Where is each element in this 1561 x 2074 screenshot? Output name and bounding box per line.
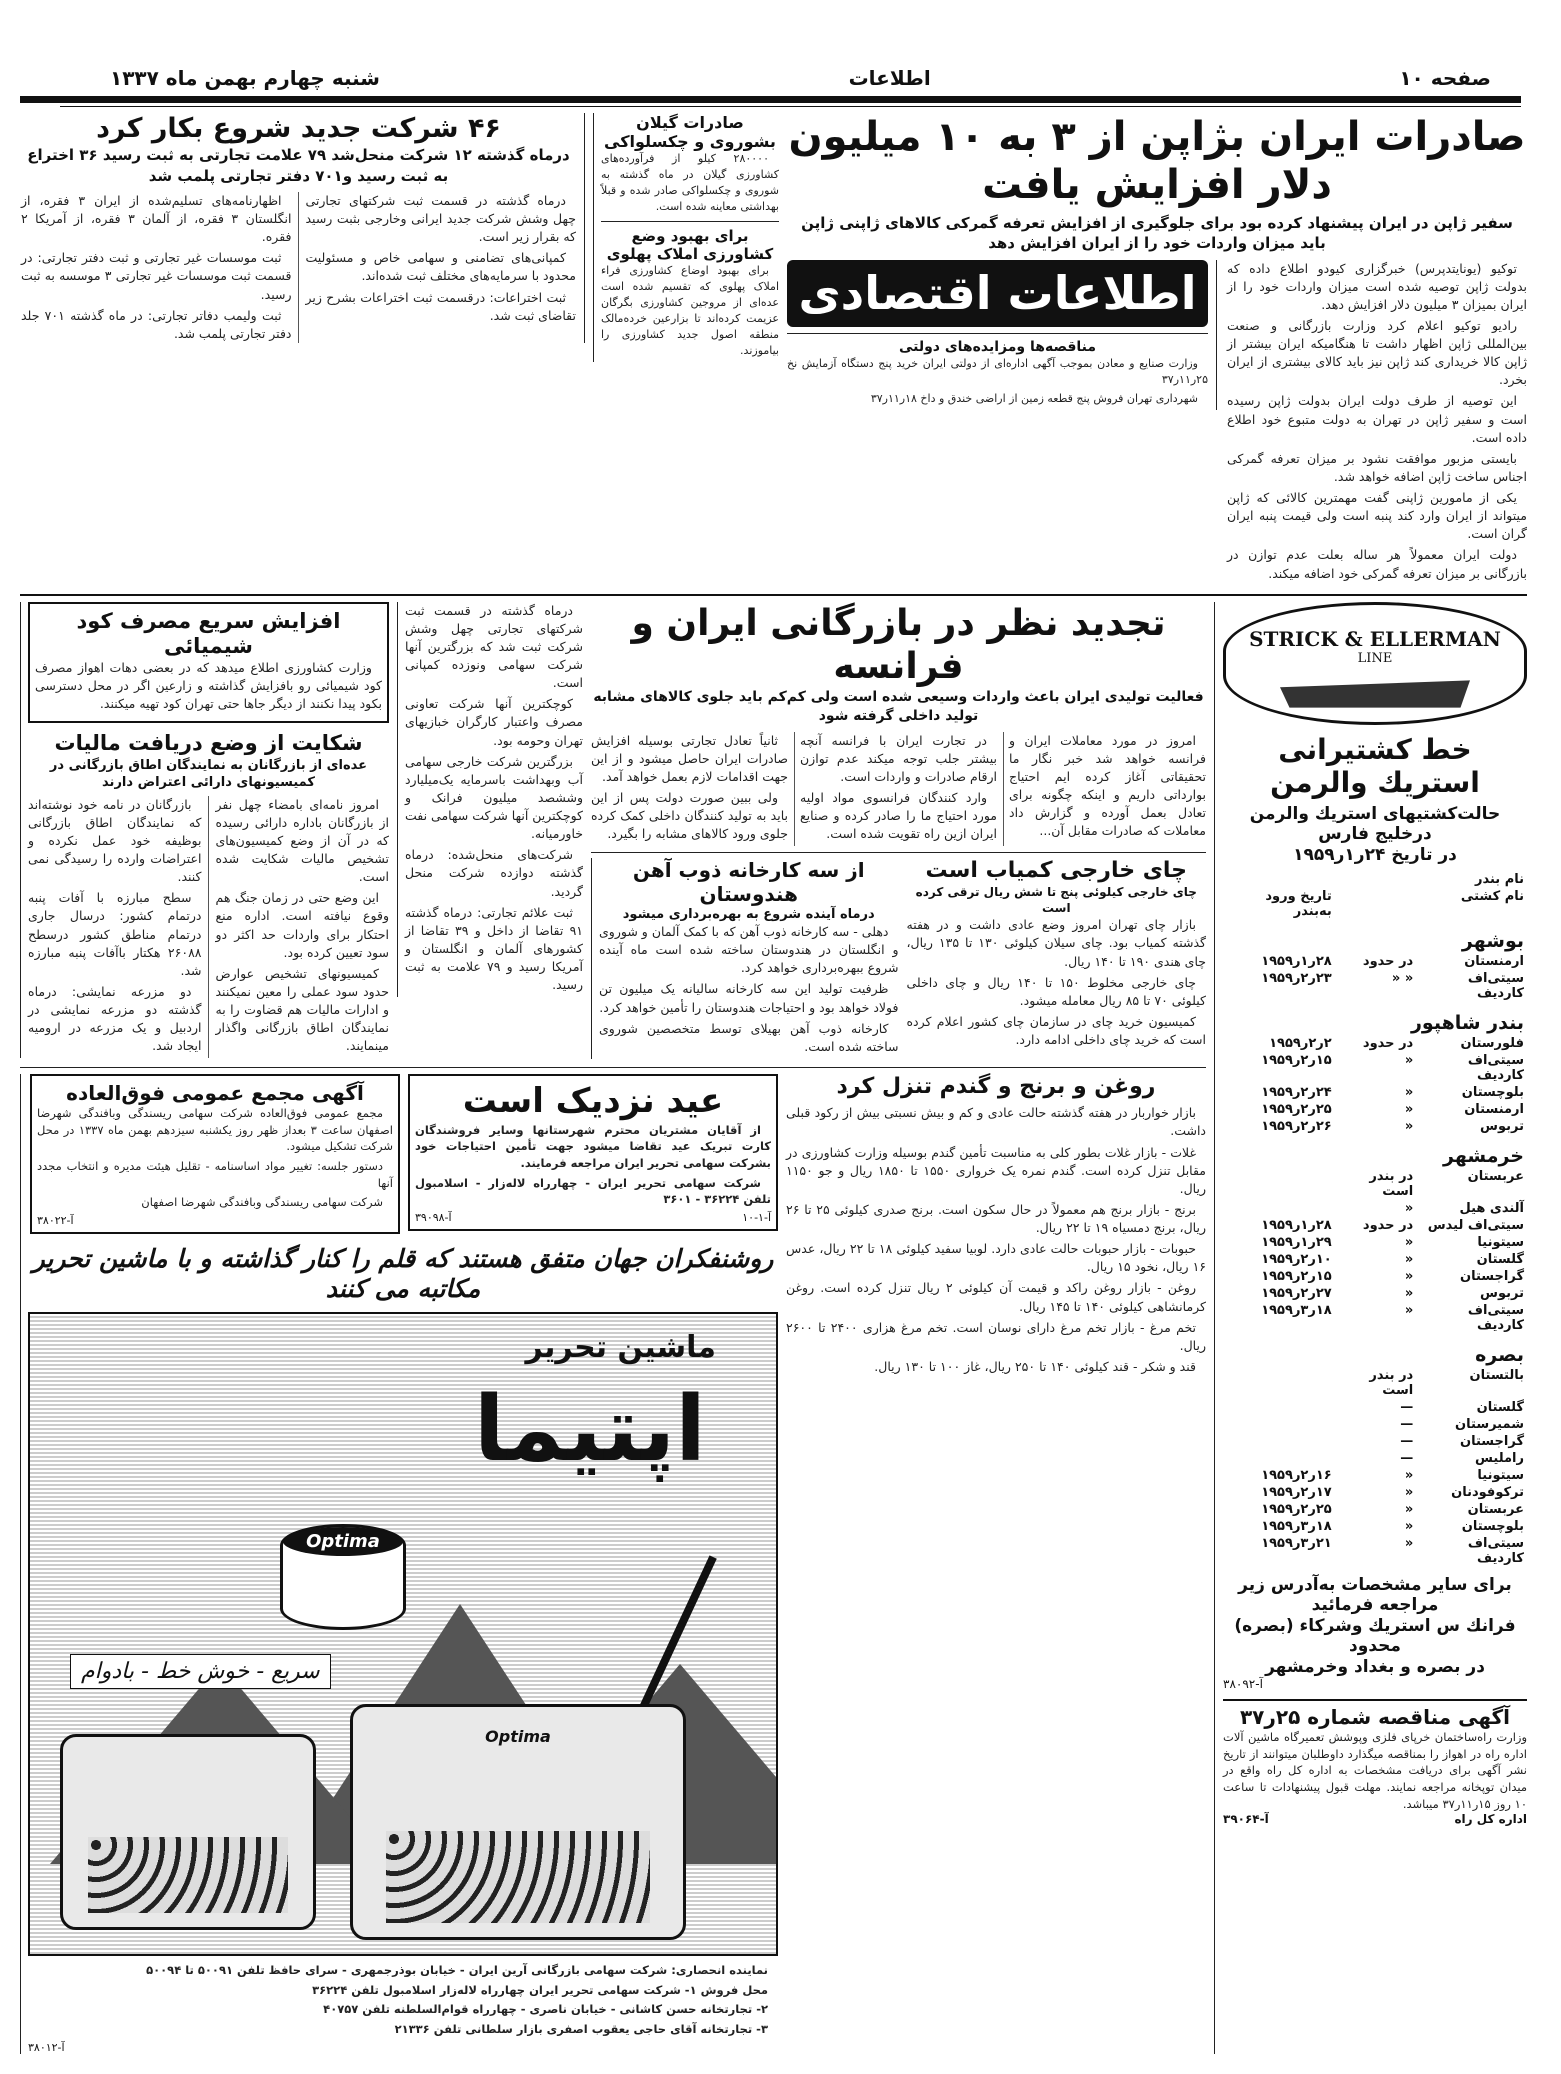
schedule-row bbox=[1223, 1433, 1527, 1450]
fertilizer-article bbox=[28, 602, 389, 724]
eid-code-2: آ-۳۹۰۹۸ bbox=[415, 1211, 452, 1225]
companies-continued bbox=[397, 602, 583, 998]
schedule-port-row bbox=[1223, 1334, 1527, 1367]
paragraph: ۳- تجارتخانه آقای حاجی یعقوب اصفری بازار سلطانی تلفن ۲۱۳۳۶ bbox=[394, 2022, 768, 2036]
schedule-row bbox=[1223, 1200, 1527, 1217]
arrival-date: ۱۷ر۲ر۱۹۵۹ bbox=[1261, 1484, 1332, 1500]
strick-sub1: حالت‌کشتیهای استریك والرمن درخلیج فارس bbox=[1249, 803, 1501, 845]
paragraph: وزارت صنایع و معادن بموجب آگهی اداره‌ای از دولتی ایران خرید پنج دستگاه آزمایش نخ ۲۵ر۱۱ر۳۷ bbox=[787, 357, 1208, 387]
arrival-date bbox=[1223, 1200, 1335, 1217]
iran-france-article bbox=[591, 602, 1206, 846]
schedule-port-row bbox=[1223, 1135, 1527, 1168]
arrival-note: در حدود bbox=[1362, 1035, 1414, 1051]
paragraph: محل فروش ۱- شرکت سهامی تحریر ایران چهارراه لاله‌زار اسلامبول تلفن ۳۶۲۲۴ bbox=[312, 1982, 768, 1997]
left-column bbox=[20, 602, 389, 1059]
arrival-date bbox=[1223, 1416, 1335, 1433]
ship-name: تربوس bbox=[1480, 1285, 1524, 1301]
paragraph: روغن - بازار روغن راکد و قیمت آن کیلوئی ۲ ریال تنزل کرده است. روغن کرمانشاهی کیلوئی ۱۴۰ تا ۱۴۵ ریال. bbox=[786, 1280, 1206, 1314]
india-article bbox=[591, 858, 899, 1059]
arrival-note: در بندر است bbox=[1369, 1367, 1414, 1398]
pahlavi-body bbox=[601, 263, 779, 359]
arrival-note: « bbox=[1404, 1302, 1414, 1318]
paragraph: این توصیه از طرف دولت ایران بدولت ژاپن رسیده است و سفیر ژاپن در تهران به دولت متبوع خود اطلاع داده است. bbox=[1227, 393, 1527, 445]
ship-name: فلورستان bbox=[1460, 1035, 1524, 1051]
paragraph: امروز در مورد معاملات ایران و فرانسه خواهد شد خبر نگار ما تحقیقاتی آغاز کرده ایم احتیاج بوارداتی داریم و اینکه چگونه برای تعادل بعمل آورده و گزارش داد معاملات که صادرات مقابل آن... bbox=[1009, 732, 1206, 839]
optima-illustration bbox=[28, 1312, 778, 1956]
paragraph: کارخانه ذوب آهن بهیلای توسط متخصصین شوروی ساخته شده است. bbox=[599, 1020, 899, 1054]
strick-ellerman-ad bbox=[1223, 602, 1527, 1691]
strick-title: خط کشتیرانی استریك والرمن bbox=[1270, 732, 1480, 800]
optima-slogan: روشنفکران جهان متفق هستند که قلم را کنار گذاشته و با ماشین تحریر مکاتبه می کنند bbox=[32, 1243, 774, 1303]
arrival-date: ۲۵ر۲ر۱۹۵۹ bbox=[1261, 1501, 1332, 1517]
companies-headline: ۴۶ شرکت جدید شروع بکار کرد bbox=[96, 113, 501, 144]
lead-side bbox=[787, 260, 1217, 410]
ship-name: سیتونیا bbox=[1477, 1234, 1524, 1250]
arrival-note: « bbox=[1404, 1535, 1414, 1551]
paragraph: دولت ایران معمولاً هر ساله بعلت عدم توازن در بازرگانی بر میزان تعرفه گمرکی خود اضافه میکند. bbox=[1227, 547, 1527, 581]
arrival-note: « bbox=[1404, 1484, 1414, 1500]
arrival-note: « « bbox=[1391, 970, 1414, 986]
paragraph: سطح مبارزه با آفات پنبه درتمام کشور: درسال جاری درتمام مناطق کشور درسطح ۲۶۰۸۸ هکتار باآفات پنبه مبارزه شد. bbox=[28, 890, 202, 978]
ship-name: بالتستان bbox=[1469, 1367, 1524, 1383]
bottom-row bbox=[20, 1074, 1206, 2054]
arrival-date bbox=[1223, 1450, 1335, 1467]
col-port: نام بندر bbox=[1475, 871, 1524, 887]
arrival-date: ۱۰ر۲ر۱۹۵۹ bbox=[1261, 1251, 1332, 1267]
arrival-date: ۲۴ر۲ر۱۹۵۹ bbox=[1261, 1084, 1332, 1100]
schedule-row bbox=[1223, 1101, 1527, 1118]
ship-name: تربوس bbox=[1480, 1118, 1524, 1134]
pahlavi-headline: برای بهبود وضع کشاورزی املاک پهلوی bbox=[601, 221, 779, 263]
arrival-date bbox=[1223, 1168, 1335, 1200]
schedule-row bbox=[1223, 1035, 1527, 1052]
tender-sign: اداره کل راه bbox=[1454, 1812, 1527, 1827]
schedule-row bbox=[1223, 1535, 1527, 1567]
ship-name: گراجستان bbox=[1460, 1433, 1524, 1449]
paragraph: وزارت کشاورزی اطلاع میدهد که در بعضی دهات اهواز مصرف کود شیمیائی رو بافزایش گذاشته و زارعین اگر در محل دسترسی بکود پیدا نکنند از دیگر جاها حتی تهران کود تهیه میکنند. bbox=[35, 660, 382, 712]
iran-france-headline: تجدید نظر در بازرگانی ایران و فرانسه bbox=[631, 602, 1166, 687]
paragraph: برای بهبود اوضاع کشاورزی فراء املاک پهلوی که تقسیم شده است عده‌ای از مروجین کشاورزی بگرگان عزیمت کرده‌اند تا بزارعین خرده‌مالک منطقه اصول جدید کشاورزی را بیاموزند. bbox=[601, 264, 779, 357]
paragraph: کمپانی‌های تضامنی و سهامی خاص و مسئولیت محدود با سرمایه‌های مختلف ثبت شده‌اند. bbox=[305, 250, 576, 284]
paragraph: ۲۸۰۰۰۰ کیلو از فرآورده‌های کشاورزی گیلان در ماه گذشته به شوروی و چکسلواکی صادر شده و قبلاً بهداشتی معاینه شده است. bbox=[601, 152, 779, 214]
arrival-date: ۲۶ر۲ر۱۹۵۹ bbox=[1261, 1118, 1332, 1134]
schedule-row bbox=[1223, 1467, 1527, 1484]
arrival-date: ۲۳ر۲ر۱۹۵۹ bbox=[1261, 970, 1332, 986]
typewriter-label: Optima bbox=[485, 1726, 551, 1746]
ship-name: سیتی‌اف لیدس bbox=[1427, 1217, 1524, 1233]
optima-ad bbox=[28, 1244, 778, 2054]
iran-france-body bbox=[591, 732, 1206, 846]
arrival-date bbox=[1223, 1399, 1335, 1416]
arrival-note: « bbox=[1404, 1118, 1414, 1134]
paragraph: ظرفیت تولید این سه کارخانه سالیانه یک میلیون تن فولاد خواهد بود و احتیاجات هندوستان را تأمین خواهد کرد. bbox=[599, 981, 899, 1015]
gilan-body bbox=[601, 151, 779, 215]
grain-body bbox=[786, 1104, 1206, 1376]
tenders-box bbox=[787, 333, 1208, 407]
masthead bbox=[0, 0, 1561, 90]
schedule-row bbox=[1223, 1501, 1527, 1518]
strick-address3: در بصره و بغداد وخرمشهر bbox=[1265, 1656, 1485, 1677]
paragraph: بازار چای تهران امروز وضع عادی داشت و در هفته گذشته کمیاب بود. چای سیلان کیلوئی ۱۳۰ تا ۱۳۵ ریال، چای هندی ۱۹۰ تا ۱۴۰ ریال. bbox=[906, 917, 1207, 969]
arrival-note: — bbox=[1400, 1416, 1414, 1432]
gilan-article bbox=[593, 113, 779, 362]
optima-footer bbox=[28, 1962, 778, 2038]
paragraph: کمیسیون خرید چای در سازمان چای کشور اعلام کرده است که خرید چای داخلی ادامه دارد. bbox=[906, 1013, 1206, 1048]
arrival-date: ۲۹ر۱ر۱۹۵۹ bbox=[1261, 1234, 1332, 1250]
schedule-row bbox=[1223, 1217, 1527, 1234]
center-column bbox=[591, 602, 1206, 1059]
tenders-headline: مناقصه‌ها ومزایده‌های دولتی bbox=[898, 339, 1097, 356]
arrival-note: « bbox=[1404, 1251, 1414, 1267]
schedule-row bbox=[1223, 1251, 1527, 1268]
arrival-note: در حدود bbox=[1362, 953, 1414, 969]
schedule-row bbox=[1223, 1118, 1527, 1135]
tax-article bbox=[28, 731, 389, 1058]
paragraph: حبوبات - بازار حبوبات حالت عادی دارد. لوبیا سفید کیلوئی ۱۸ تا ۲۲ ریال، عدس ۱۶ ریال، نخود ۱۵ ریال. bbox=[786, 1241, 1206, 1275]
paragraph: ثبت ولیمب دفاتر تجارتی: در ماه گذشته ۷۰۱ جلد دفتر تجارتی پلمب شد. bbox=[21, 307, 292, 341]
eid-headline: عید نزدیک است bbox=[462, 1080, 724, 1121]
arrival-date: ۲۷ر۲ر۱۹۵۹ bbox=[1261, 1285, 1332, 1301]
schedule-row bbox=[1223, 1268, 1527, 1285]
right-column bbox=[1223, 602, 1527, 1827]
schedule-row bbox=[1223, 1052, 1527, 1084]
paragraph: قند و شکر - قند کیلوئی ۱۴۰ تا ۲۵۰ ریال، غاز ۱۰۰ تا ۱۳۰ ریال. bbox=[874, 1358, 1196, 1374]
arrival-date bbox=[1223, 1433, 1335, 1450]
tender-notice bbox=[1223, 1699, 1527, 1826]
paragraph: توکیو (یونایتدپرس) خبرگزاری کیودو اطلاع داده که بدولت ژاپن توصیه شده است میزان واردات خود را از ایران بمیزان ۳ میلیون دلار افزایش دهد. bbox=[1227, 260, 1527, 312]
paragraph: رادیو توکیو اعلام کرد وزارت بازرگانی و صنعت بین‌المللی ژاپن اظهار داشت تا هنگامیکه ایران بیشتر از ژاپن کالا خریداری کند ژاپن نیز باید کالای بیشتری از ایران بخرد. bbox=[1227, 317, 1527, 388]
paragraph: بازار خواربار در هفته گذشته حالت عادی و کم و بیش نسبتی بیش از رکود قبلی داشت. bbox=[786, 1105, 1206, 1139]
arrival-note: « bbox=[1404, 1234, 1414, 1250]
tea-article bbox=[907, 858, 1207, 1053]
section-rule bbox=[20, 1067, 1206, 1068]
optima-tagline: سریع - خوش خط - بادوام bbox=[70, 1654, 331, 1689]
masthead-rule bbox=[20, 96, 1521, 103]
arrival-date: ۱۶ر۲ر۱۹۵۹ bbox=[1261, 1467, 1332, 1483]
ship-name: ارمنستان bbox=[1464, 1101, 1524, 1117]
tenders-body bbox=[787, 356, 1208, 407]
paragraph: بزرگترین شرکت خارجی سهامی آب وبهداشت باسرمایه یک‌میلیارد وششصد میلیون فرانک و کوچکترین آنها شرکت سهامی نفت خاورمیانه. bbox=[404, 753, 583, 842]
paragraph: امروز نامه‌ای بامضاء چهل نفر از بازرگانان باداره دارائی رسیده که در آن از وضع کمیسیون‌های تشخیص مالیات شکایت شده است. bbox=[215, 796, 389, 885]
paragraph: ثبت اختراعات: درقسمت ثبت اختراعات بشرح زیر تقاضای ثبت شد. bbox=[305, 289, 576, 323]
schedule-row bbox=[1223, 1518, 1527, 1535]
paragraph: وارد کنندگان فرانسوی مواد اولیه مورد احتیاج ما را صادر کرده و صنایع ایران ازین راه تقویت شده است. bbox=[800, 790, 997, 842]
assembly-headline: آگهی مجمع عمومی فوق‌العاده bbox=[66, 1080, 364, 1105]
paragraph: دستور جلسه: تغییر مواد اساسنامه - تقلیل هیئت مدیره و انتخاب مجدد آنها bbox=[37, 1158, 393, 1190]
ship-name: ارمنستان bbox=[1464, 953, 1524, 969]
paragraph: برنج - بازار برنج هم معمولاً در حال سکون است. برنج صدری کیلوئی ۲۵ تا ۲۶ ریال، برنج دمسیاه ۱۹ تا ۲۲ ریال. bbox=[786, 1201, 1206, 1236]
main-row bbox=[0, 602, 1561, 2074]
arrival-date: ۲۱ر۳ر۱۹۵۹ bbox=[1261, 1535, 1332, 1551]
ship-name: راملیس bbox=[1475, 1450, 1524, 1466]
arrival-date: ۲ر۲ر۱۹۵۹ bbox=[1269, 1035, 1332, 1051]
strick-code: آ-۳۸۰۹۲ bbox=[1223, 1676, 1263, 1691]
arrival-note: « bbox=[1404, 1084, 1414, 1100]
paragraph: شرکت سهامی تحریر ایران - چهارراه لاله‌زار - اسلامبول تلفن ۳۶۲۲۴ - ۳۶۰۱ bbox=[415, 1175, 771, 1207]
lead-body bbox=[1227, 260, 1527, 586]
fertilizer-headline: افزایش سریع مصرف کود شیمیائی bbox=[76, 608, 341, 658]
paragraph: بازرگانان در نامه خود نوشته‌اند که نمایندگان اطاق بازرگانی بوظیفه خود عمل نکرده و اعتراضات وارده را رسیدگی نمی کنند. bbox=[28, 796, 202, 885]
issue-date: شنبه چهارم بهمن ماه ۱۳۳۷ bbox=[110, 66, 380, 90]
paragraph: غلات - بازار غلات بطور کلی به مناسبت تأمین گندم بوسیله وزارت کشاورزی در مقابل تنزل کرده است. گندم نمره یک خرواری ۱۵۵۰ تا ۱۸۵۰ ریال و جو ۱۱۵۰ ریال. bbox=[786, 1144, 1207, 1196]
paragraph: شرکت‌های منحل‌شده: درماه گذشته دوازده شرکت منحل گردید. bbox=[404, 847, 583, 899]
schedule-row bbox=[1223, 1234, 1527, 1251]
eid-body bbox=[415, 1122, 771, 1208]
arrival-note: — bbox=[1400, 1399, 1414, 1415]
companies-subheadline: درماه گذشته ۱۲ شرکت منحل‌شد ۷۹ علامت تجارتی به ثبت رسید ۳۶ اختراع به ثبت رسید و۷۰۱ دفتر تجارتی پلمب شد bbox=[27, 146, 570, 185]
schedule-row bbox=[1223, 953, 1527, 970]
paragraph: ثبت علائم تجارتی: درماه گذشته ۹۱ تقاضا از داخل و ۳۹ تقاضا از کشورهای آلمان و انگلستان و آمریکا رسید و ۷۹ علامت به ثبت رسید. bbox=[404, 904, 583, 993]
arrival-note: « bbox=[1404, 1052, 1414, 1068]
tea-headline: چای خارجی کمیاب است bbox=[925, 857, 1187, 883]
paragraph: ۲- تجارتخانه حسن کاشانی - خیابان ناصری - چهارراه قوام‌السلطنه تلفن ۴۰۷۵۷ bbox=[323, 2002, 768, 2017]
lead-headline: صادرات ایران بژاپن از ۳ به ۱۰ میلیون دلار افزایش یافت bbox=[788, 114, 1526, 208]
paragraph: تخم مرغ - بازار تخم مرغ دارای نوسان است. تخم مرغ هزاری ۲۴۰۰ تا ۲۶۰۰ ریال. bbox=[786, 1319, 1206, 1353]
schedule-row bbox=[1223, 1084, 1527, 1101]
section-rule bbox=[20, 594, 1527, 596]
port-name: بصره bbox=[1475, 1343, 1524, 1366]
eid-code: آ-۱-۱۰ bbox=[742, 1211, 771, 1225]
schedule-row bbox=[1223, 1367, 1527, 1399]
arrival-note: — bbox=[1400, 1450, 1414, 1466]
optima-drum bbox=[280, 1524, 406, 1630]
paragraph: یکی از مامورین ژاپنی گفت مهمترین کالائی که ژاپن میتواند از ایران وارد کند پنبه است ولی قیمت پنبه ایران گران است. bbox=[1227, 490, 1527, 542]
grain-article bbox=[786, 1074, 1206, 1379]
masthead-thin-rule bbox=[60, 106, 1521, 107]
tax-subheadline: عده‌ای از بازرگانان به نمایندگان اطاق بازرگانی در کمیسیونهای دارائی اعتراض دارند bbox=[49, 757, 368, 791]
india-headline: از سه کارخانه ذوب آهن هندوستان bbox=[632, 857, 865, 906]
eid-ad bbox=[408, 1074, 778, 1231]
arrival-date bbox=[1223, 1367, 1335, 1399]
schedule-row bbox=[1223, 1302, 1527, 1334]
paragraph: از آقایان مشتریان محترم شهرستانها وسایر فروشندگان کارت تبریک عید تقاضا میشود جهت تأمین احتیاجات خود بشرکت سهامی تحریر ایران مراجعه فرمایند. bbox=[415, 1122, 771, 1171]
tea-body bbox=[907, 916, 1207, 1049]
tender-headline: آگهی مناقصه شماره ۲۵ر۳۷ bbox=[1239, 1704, 1511, 1729]
companies-continued-body bbox=[405, 602, 583, 995]
ship-name: آلندی هیل bbox=[1459, 1200, 1524, 1216]
col-date: تاریخ ورود به‌بندر bbox=[1265, 888, 1332, 919]
optima-brand-fa: اپتیما bbox=[473, 1376, 706, 1482]
arrival-date: ۱۵ر۲ر۱۹۵۹ bbox=[1261, 1268, 1332, 1284]
tax-headline: شکایت از وضع دریافت مالیات bbox=[54, 731, 363, 756]
lead-article bbox=[787, 113, 1527, 586]
paragraph: ثانیاً تعادل تجارتی بوسیله افزایش صادرات ایران حاصل میشود و از این جهت اقدامات لازم بعمل خواهد آمد. bbox=[591, 732, 788, 785]
schedule-row bbox=[1223, 1168, 1527, 1200]
tea-india-row bbox=[591, 852, 1206, 1059]
arrival-note: — bbox=[1400, 1433, 1414, 1449]
top-row bbox=[0, 113, 1561, 586]
india-body bbox=[599, 923, 899, 1056]
arrival-note: « bbox=[1404, 1518, 1414, 1534]
arrival-date: ۱۸ر۳ر۱۹۵۹ bbox=[1261, 1302, 1332, 1318]
typewriter-large-icon bbox=[350, 1704, 686, 1940]
companies-article bbox=[21, 113, 585, 343]
ship-name: سیتی‌اف کاردیف bbox=[1467, 1302, 1524, 1333]
arrival-note: « bbox=[1404, 1285, 1414, 1301]
paragraph: ثبت موسسات غیر تجارتی و ثبت دفتر تجارتی: در قسمت ثبت موسسات غیر تجارتی ۳ موسسه به ثبت رسید. bbox=[21, 250, 292, 302]
ship-name: گلستان bbox=[1476, 1399, 1524, 1415]
ship-name: شمیرستان bbox=[1455, 1416, 1524, 1432]
ship-name: سیتونیا bbox=[1477, 1467, 1524, 1483]
ship-name: سیتی‌اف کاردیف bbox=[1467, 1535, 1524, 1566]
strick-logo-line2: LINE bbox=[1357, 650, 1393, 666]
india-subheadline: درماه آینده شروع به بهره‌برداری میشود bbox=[622, 906, 875, 922]
paragraph: شرکت سهامی ریسندگی وبافندگی شهرضا اصفهان bbox=[141, 1195, 383, 1210]
paragraph: نماینده انحصاری: شرکت سهامی بازرگانی آرین ایران - خیابان بوذرجمهری - سرای حافظ تلفن ۵۰۰۹۱ تا ۵۰۰۹۴ bbox=[146, 1962, 768, 1977]
middle-row bbox=[20, 602, 1206, 1059]
port-name: خرمشهر bbox=[1443, 1144, 1524, 1167]
optima-brand-en: Optima bbox=[283, 1527, 403, 1556]
paragraph: دو مزرعه نمایشی: درماه گذشته دو مزرعه نمایشی در اردبیل و یک مزرعه در ارومیه ایجاد شد. bbox=[28, 983, 202, 1054]
arrival-date: ۲۸ر۱ر۱۹۵۹ bbox=[1261, 1217, 1332, 1233]
fertilizer-body bbox=[35, 659, 382, 713]
optima-code: آ-۳۸۰۱۲ bbox=[28, 2040, 65, 2054]
arrival-date: ۲۵ر۲ر۱۹۵۹ bbox=[1261, 1101, 1332, 1117]
strick-address2: فرانك س استریك وشرکاء (بصره) محدود bbox=[1234, 1615, 1516, 1657]
paragraph: شهرداری تهران فروش پنج قطعه زمین از اراضی خندق و داخ ۱۸ر۱۱ر۳۷ bbox=[870, 391, 1198, 405]
paragraph: در تجارت ایران با فرانسه آنچه بیشتر جلب توجه میکند عدم توازن ارقام صادرات و واردات است. bbox=[800, 732, 997, 785]
companies-body bbox=[21, 192, 576, 343]
paragraph: بایستی مزبور موافقت نشود بر میزان تعرفه گمرکی اجناس ساخت ژاپن اضافه خواهد شد. bbox=[1227, 450, 1527, 484]
left-group bbox=[20, 602, 1215, 2054]
ship-name: عربستان bbox=[1467, 1168, 1524, 1184]
strick-logo-line1: STRICK & ELLERMAN bbox=[1249, 626, 1501, 651]
ship-schedule-table bbox=[1223, 871, 1527, 1567]
ettelaat-eghtesadi-logo: اطلاعات اقتصادی bbox=[787, 260, 1208, 328]
ship-icon bbox=[1280, 674, 1470, 708]
schedule-port-row bbox=[1223, 1002, 1527, 1035]
schedule-row bbox=[1223, 1399, 1527, 1416]
schedule-row bbox=[1223, 1285, 1527, 1302]
typewriter-small-icon bbox=[60, 1734, 316, 1930]
assembly-body bbox=[37, 1105, 393, 1211]
ship-name: گراجستان bbox=[1460, 1268, 1524, 1284]
port-name: بوشهر bbox=[1461, 929, 1524, 952]
paragraph: مجمع عمومی فوق‌العاده شرکت سهامی ریسندگی وبافندگی شهرضا اصفهان ساعت ۳ بعداز ظهر روز یکشنبه سیزدهم بهمن ماه ۱۳۳۷ در محل شرکت تشکیل میشود. bbox=[37, 1105, 393, 1154]
strick-address1: برای سایر مشخصات به‌آدرس زیر مراجعه فرمائید bbox=[1238, 1574, 1512, 1616]
paragraph: دهلی - سه کارخانه ذوب آهن که با کمک آلمان و شوروی و انگلستان در هندوستان ساخته شده است ماه آینده شروع ببهره‌برداری خواهد کرد. bbox=[599, 924, 899, 976]
ship-name: گلستان bbox=[1476, 1251, 1524, 1267]
arrival-note: در بندر است bbox=[1369, 1168, 1414, 1199]
arrival-note: « bbox=[1404, 1467, 1414, 1483]
assembly-code: آ-۳۸۰۲۲ bbox=[37, 1213, 74, 1227]
notices-row bbox=[28, 1074, 778, 1234]
iran-france-subheadline: فعالیت تولیدی ایران باعث واردات وسیعی شده است ولی کم‌کم باید جلوی کالاهای مشابه تولید داخلی گرفته شود bbox=[593, 689, 1204, 724]
paragraph: درماه گذشته در قسمت ثبت شرکتهای تجارتی چهل وشش شرکت ثبت شد که بزرگترین آنها شرکت سهامی ونوزده کمپانی است. bbox=[404, 602, 583, 691]
arrival-note: « bbox=[1404, 1268, 1414, 1284]
paragraph: ولی ببین صورت دولت پس از این باید به تولید کنندگان داخلی کمک کرده جلوی ورود کالاهای مشابه را بگیرد. bbox=[591, 790, 788, 842]
arrival-date: ۱۸ر۳ر۱۹۵۹ bbox=[1261, 1518, 1332, 1534]
ads-column bbox=[20, 1074, 778, 2054]
arrival-note: « bbox=[1404, 1200, 1414, 1216]
ship-name: سیتی‌اف کاردیف bbox=[1467, 970, 1524, 1001]
gilan-headline: صادرات گیلان بشوروی و چکسلواکی bbox=[604, 113, 776, 152]
strick-logo bbox=[1223, 602, 1527, 725]
ship-name: عربستان bbox=[1467, 1501, 1524, 1517]
paragraph: کمیسیونهای تشخیص عوارض حدود سود عملی را معین نمیکنند و ادارات مالیات هم قضاوت را به نمایندگان اطاق بازرگانی واگذار مینمایند. bbox=[215, 965, 389, 1054]
tender-code: آ-۳۹۰۶۴ bbox=[1223, 1812, 1269, 1827]
paragraph: اظهارنامه‌های تسلیم‌شده از ایران ۳ فقره، از انگلستان ۳ فقره، از آلمان ۳ فقره، از آمریکا ۲ فقره. bbox=[21, 192, 292, 245]
ship-name: بلوچستان bbox=[1461, 1518, 1524, 1534]
ship-name: سیتی‌اف کاردیف bbox=[1467, 1052, 1524, 1083]
tender-body: وزارت راه‌ساختمان خرپای فلزی وپوشش تعمیرگاه ماشین آلات اداره راه در اهواز را بمناقصه میگذارد داوطلبان میتوانند از تاریخ نشر آگهی برای دریافت مشخصات به اداره کل راه واقع در میدان توپخانه مراجعه نمایند. مهلت قبول پیشنهادات تا ساعت ۱۰ روز ۱۵ر۱۱ر۳۷ میباشد. bbox=[1223, 1729, 1527, 1811]
strick-sub2: در تاریخ ۲۴ر۱ر۱۹۵۹ bbox=[1293, 844, 1457, 865]
page-number: صفحه ۱۰ bbox=[1399, 66, 1491, 90]
ship-name: بلوچستان bbox=[1461, 1084, 1524, 1100]
port-name: بندر شاهپور bbox=[1410, 1011, 1524, 1034]
assembly-notice bbox=[30, 1074, 400, 1234]
paper-name: اطلاعات bbox=[848, 66, 931, 90]
ship-name: ترکوفودنان bbox=[1451, 1484, 1524, 1500]
arrival-date: ۲۸ر۱ر۱۹۵۹ bbox=[1261, 953, 1332, 969]
arrival-note: « bbox=[1404, 1501, 1414, 1517]
paragraph: درماه گذشته در قسمت ثبت شرکتهای تجارتی چهل وشش شرکت جدید ایرانی وخارجی بثبت رسید که بقرار زیر است. bbox=[305, 192, 576, 245]
paragraph: این وضع حتی در زمان جنگ هم وقوع نیافته است. اداره منع احتکار برای واردات حد اکثر دو سود تعیین کرده بود. bbox=[215, 890, 389, 960]
paragraph: چای خارجی مخلوط ۱۵۰ تا ۱۴۰ ریال و چای داخلی کیلوئی ۷۰ تا ۸۵ ریال معامله میشود. bbox=[906, 974, 1206, 1008]
schedule-port-row bbox=[1223, 920, 1527, 953]
tea-subheadline: چای خارجی کیلوئی پنج تا شش ریال ترقی کرده است bbox=[915, 884, 1197, 916]
arrival-note: در حدود bbox=[1362, 1217, 1414, 1233]
schedule-row bbox=[1223, 1416, 1527, 1433]
lead-subheadline: سفیر ژاپن در ایران پیشنهاد کرده بود برای جلوگیری از افزایش تعرفه گمرکی کالاهای ژاپنی ژاپن باید میزان واردات خود را از ایران افزایش دهد bbox=[801, 214, 1513, 253]
arrival-note: « bbox=[1404, 1101, 1414, 1117]
paragraph: کوچکترین آنها شرکت تعاونی مصرف واعتبار کارگران خبازیهای تهران وحومه بود. bbox=[404, 696, 583, 748]
col-ship: نام کشتی bbox=[1460, 888, 1524, 904]
arrival-date: ۱۵ر۲ر۱۹۵۹ bbox=[1261, 1052, 1332, 1068]
schedule-row bbox=[1223, 1450, 1527, 1467]
tax-body bbox=[28, 796, 389, 1059]
schedule-row bbox=[1223, 1484, 1527, 1501]
schedule-row bbox=[1223, 970, 1527, 1002]
optima-title-small: ماشین تحریر bbox=[525, 1329, 716, 1365]
grain-headline: روغن و برنج و گندم تنزل کرد bbox=[836, 1073, 1156, 1099]
